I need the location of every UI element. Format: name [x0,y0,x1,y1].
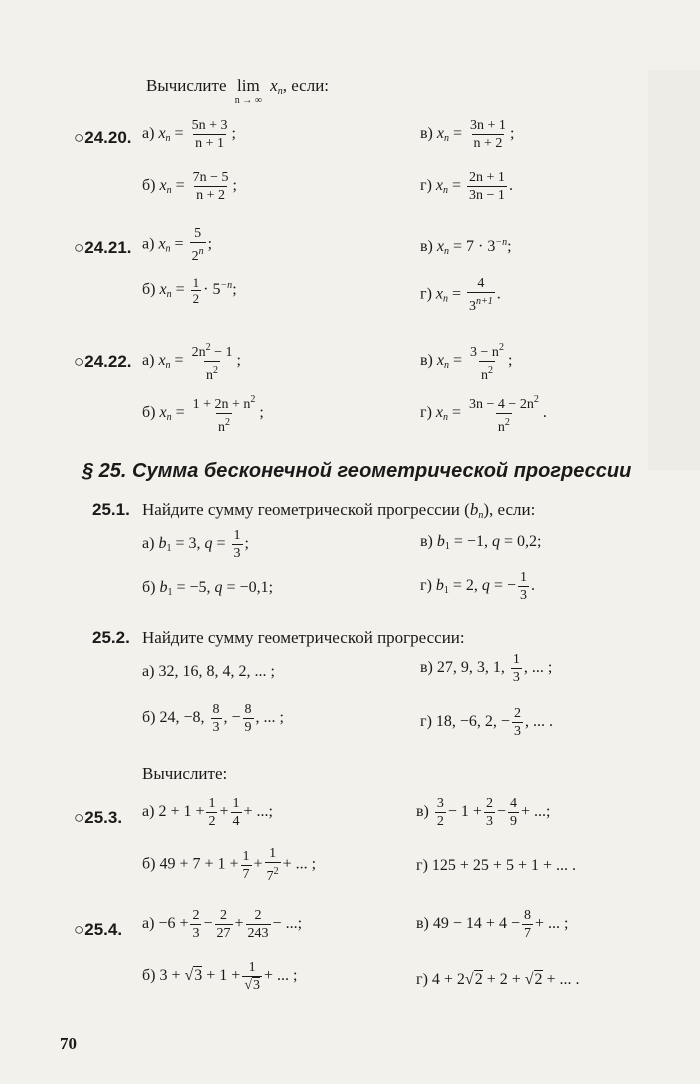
exercise-number: 25.1. [92,500,130,519]
intro-line: Вычислите lim n → ∞ $x_n$, если: [146,76,330,106]
exercise-25-4-a: а) −6 + $\frac{2}{3}$ − $\frac{2}{27}$ + $\frac{2}{243}$ − ...; [142,908,303,941]
intro-text: Вычислите [146,76,227,95]
exercise-25-3-v: в) $\frac{3}{2}$ − 1 + $\frac{2}{3}$ − $\frac{4}{9}$ + ...; [416,796,551,829]
exercise-24-20-b: б) $x_n$ = $\frac{7n - 5}{n + 2}$ ; [142,170,237,203]
exercise-25-2-task: Найдите сумму геометрической прогрессии: [142,628,465,647]
exercise-25-4-g: г) 4 + 2√2 + 2 + √2 + ... . [416,971,580,988]
exercise-25-2-v: в) 27, 9, 3, 1, $\frac{1}{3}$ , ... ; [420,652,553,685]
exercise-25-1-a: а) $b_1 = 3$, q = $\frac{1}{3}$ ; [142,528,249,561]
exercise-25-3-a: а) 2 + 1 + $\frac{1}{2}$ + $\frac{1}{4}$ + ...; [142,796,273,829]
exercise-24-22-b: б) $x_n$ = $\frac{1 + 2n + n^2}{n^2}$ ; [142,394,264,435]
exercise-number: ○24.22. [74,352,132,371]
exercise-24-22-a: а) $x_n$ = $\frac{2n^2 - 1}{n^2}$ ; [142,342,241,383]
exercise-number: ○25.3. [74,808,123,827]
exercise-24-21-g: г) $x_n$ = $\frac{4}{3^{n+1}}$ . [420,276,501,314]
exercise-24-22-v: в) $x_n$ = $\frac{3 - n^2}{n^2}$ ; [420,342,513,383]
exercise-number: ○24.21. [74,238,132,257]
exercise-24-20-a: а) $x_n$ = $\frac{5n + 3}{n + 1}$ ; [142,118,236,151]
exercise-24-21-b: б) $x_n$ = $\frac{1}{2}$ · $5^{-n}$; [142,275,237,306]
calc-heading: Вычислите: [142,764,228,783]
exercise-number: ○25.4. [74,920,123,939]
exercise-25-1-b: б) $b_1 = -5$, q = −0,1; [142,579,274,598]
exercise-24-22-g: г) $x_n$ = $\frac{3n - 4 - 2n^2}{n^2}$ . [420,394,547,435]
exercise-25-2-b: б) 24, −8, $\frac{8}{3}$ , − $\frac{8}{9}$ , ... ; [142,702,284,735]
exercise-25-2-a: а) 32, 16, 8, 4, 2, ... ; [142,663,275,680]
exercise-25-4-v: в) 49 − 14 + 4 − $\frac{8}{7}$ + ... ; [416,908,569,941]
exercise-25-3-g: г) 125 + 25 + 5 + 1 + ... . [416,857,576,874]
exercise-25-1-v: в) $b_1 = -1$, q = 0,2; [420,533,542,552]
exercise-25-1-task: Найдите сумму геометрической прогрессии $(b_n)$, если: [142,500,536,521]
page-number: 70 [60,1034,77,1053]
exercise-24-20-g: г) $x_n$ = $\frac{2n + 1}{3n - 1}$ . [420,170,513,203]
exercise-25-2-g: г) 18, −6, 2, − $\frac{2}{3}$ , ... . [420,706,553,739]
exercise-24-20-v: в) $x_n$ = $\frac{3n + 1}{n + 2}$ ; [420,118,515,151]
exercise-number: ○24.20. [74,128,132,147]
exercise-25-4-b: б) 3 + √3 + 1 + $\frac{1}{√3}$ + ... ; [142,960,298,993]
exercise-24-21-a: а) $x_n$ = $\frac{5}{2^n}$ ; [142,226,213,264]
exercise-25-3-b: б) 49 + 7 + 1 + $\frac{1}{7}$ + $\frac{1}{7^2}$ + ... ; [142,846,317,884]
section-heading: § 25. Сумма бесконечной геометрической прогрессии [82,460,632,482]
bleed-through-shadow [648,70,700,470]
exercise-24-21-v: в) $x_n = 7 \cdot 3^{-n}$; [420,237,512,257]
exercise-25-1-g: г) $b_1 = 2$, q = − $\frac{1}{3}$ . [420,570,535,603]
exercise-number: 25.2. [92,628,130,647]
limit-operator: lim n → ∞ [234,76,262,106]
